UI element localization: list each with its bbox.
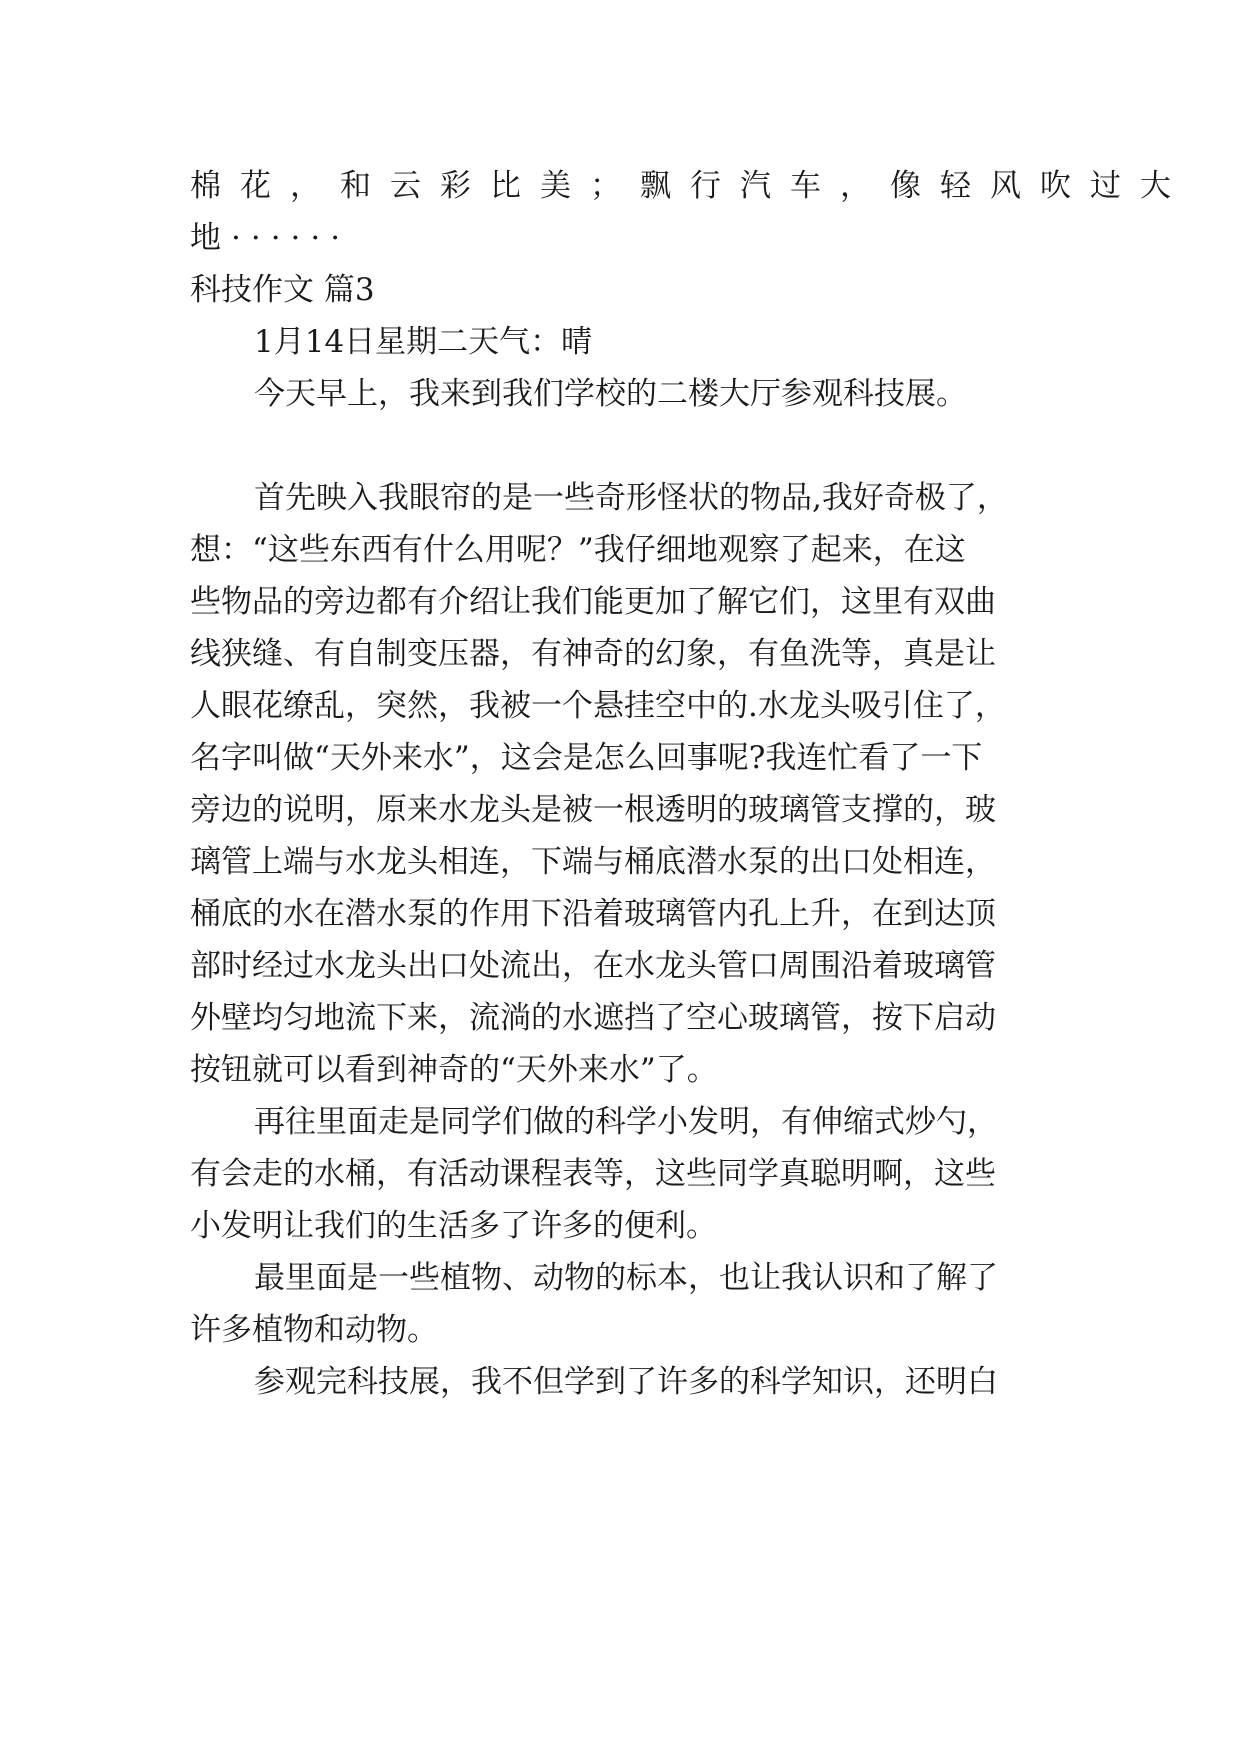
section-title: 科技作文 篇3	[190, 272, 375, 308]
paragraph-line: 许多植物和动物。	[190, 1312, 438, 1348]
paragraph-line: 参观完科技展，我不但学到了许多的科学知识，还明白	[254, 1364, 998, 1400]
paragraph-line: 小发明让我们的生活多了许多的便利。	[190, 1208, 717, 1244]
paragraph-line: 部时经过水龙头出口处流出，在水龙头管口周围沿着玻璃管	[190, 948, 996, 984]
paragraph-line: 人眼花缭乱，突然，我被一个悬挂空中的.水龙头吸引住了，	[190, 688, 1006, 724]
paragraph-line: 旁边的说明，原来水龙头是被一根透明的玻璃管支撑的，玻	[190, 792, 996, 828]
date-line: 1月14日星期二天气：晴	[254, 324, 593, 360]
intro-line-1: 棉花，和云彩比美；飘行汽车，像轻风吹过大	[190, 168, 1190, 204]
paragraph-line: 有会走的水桶，有活动课程表等，这些同学真聪明啊，这些	[190, 1156, 996, 1192]
paragraph-line: 首先映入我眼帘的是一些奇形怪状的物品,我好奇极了，	[254, 480, 1008, 516]
paragraph-line: 外壁均匀地流下来，流淌的水遮挡了空心玻璃管，按下启动	[190, 1000, 996, 1036]
paragraph-line: 按钮就可以看到神奇的“天外来水”了。	[190, 1052, 718, 1088]
paragraph-line: 最里面是一些植物、动物的标本，也让我认识和了解了	[254, 1260, 998, 1296]
paragraph-line: 名字叫做“天外来水”，这会是怎么回事呢?我连忙看了一下	[190, 740, 983, 776]
paragraph-line: 想：“这些东西有什么用呢？”我仔细地观察了起来，在这	[190, 532, 966, 568]
paragraph-line: 些物品的旁边都有介绍让我们能更加了解它们，这里有双曲	[190, 584, 996, 620]
paragraph-line: 再往里面走是同学们做的科学小发明，有伸缩式炒勺，	[254, 1104, 998, 1140]
paragraph-line: 桶底的水在潜水泵的作用下沿着玻璃管内孔上升，在到达顶	[190, 896, 996, 932]
intro-line-2: 地······	[190, 220, 351, 256]
paragraph-line: 线狭缝、有自制变压器，有神奇的幻象，有鱼洗等，真是让	[190, 636, 996, 672]
paragraph-line: 璃管上端与水龙头相连，下端与桶底潜水泵的出口处相连，	[190, 844, 996, 880]
paragraph-opening: 今天早上，我来到我们学校的二楼大厅参观科技展。	[254, 376, 967, 412]
